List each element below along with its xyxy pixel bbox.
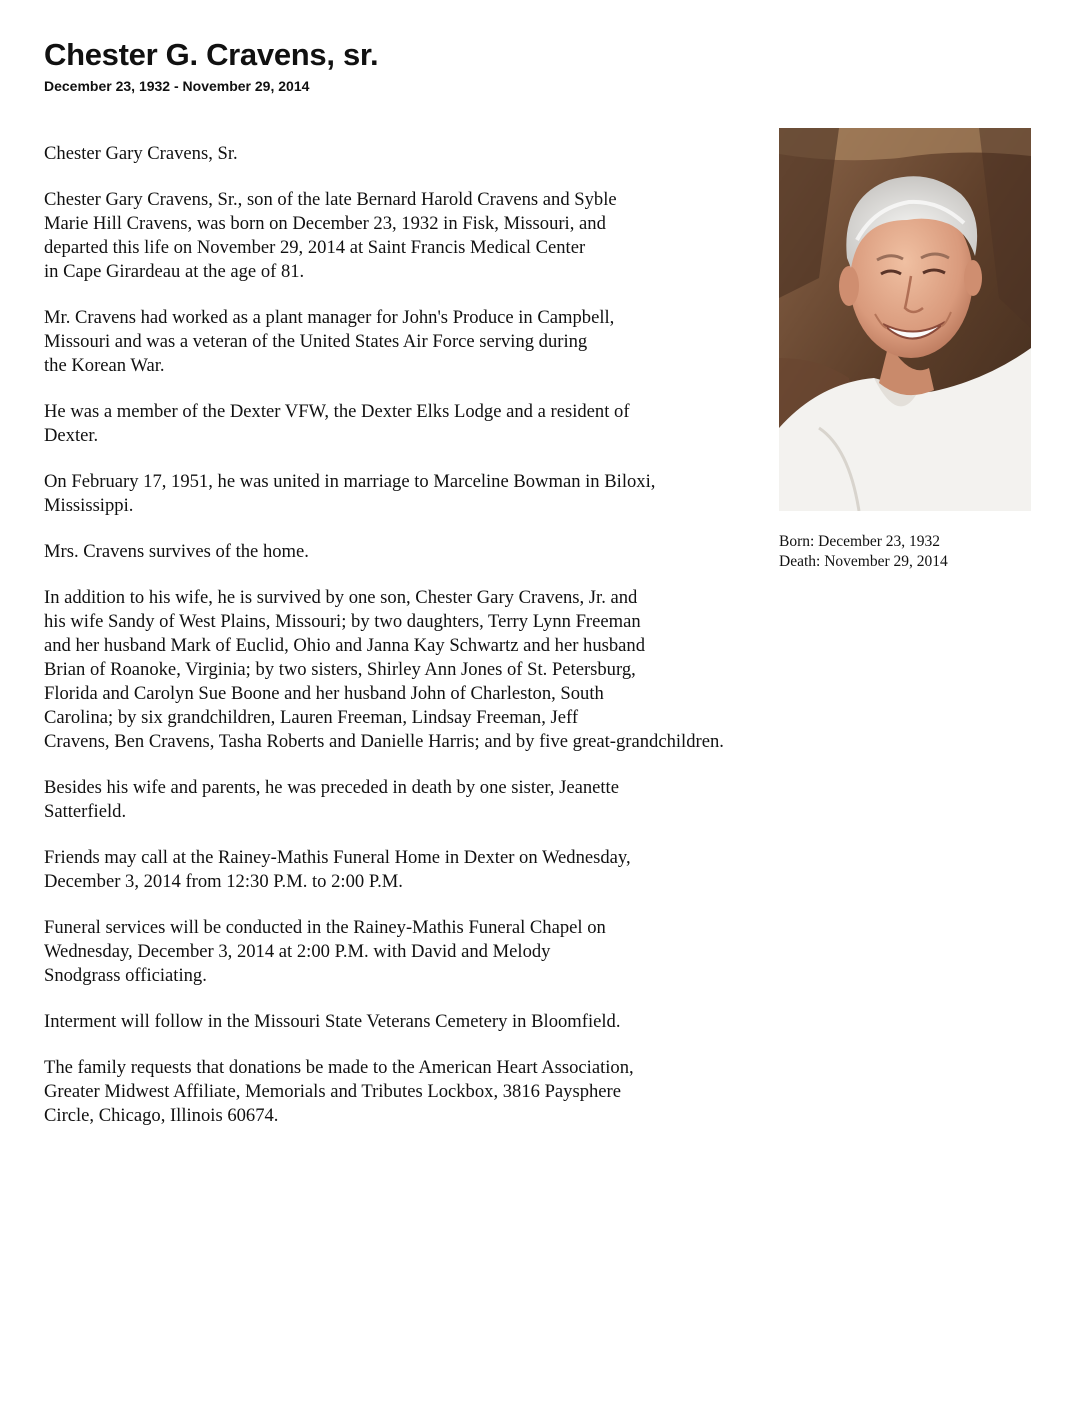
text-line: departed this life on November 29, 2014 at Saint Francis Medical Center <box>44 237 586 258</box>
born-date: Born: December 23, 1932 <box>779 533 940 550</box>
text-line: December 3, 2014 from 12:30 P.M. to 2:00 P.M. <box>44 871 403 892</box>
text-line: the Korean War. <box>44 355 165 376</box>
text-line: Interment will follow in the Missouri State Veterans Cemetery in Bloomfield. <box>44 1011 621 1032</box>
text-line: Brian of Roanoke, Virginia; by two sisters, Shirley Ann Jones of St. Petersburg, <box>44 659 636 680</box>
text-line: Friends may call at the Rainey-Mathis Funeral Home in Dexter on Wednesday, <box>44 847 631 868</box>
text-line: Mr. Cravens had worked as a plant manager for John's Produce in Campbell, <box>44 307 615 328</box>
text-line: Satterfield. <box>44 801 127 822</box>
text-line: Dexter. <box>44 425 99 446</box>
text-line: In addition to his wife, he is survived by one son, Chester Gary Cravens, Jr. and <box>44 587 638 608</box>
text-line: Chester Gary Cravens, Sr. <box>44 143 238 164</box>
paragraph <box>44 400 834 448</box>
text-line: Missouri and was a veteran of the United States Air Force serving during <box>44 331 588 352</box>
text-line: Chester Gary Cravens, Sr., son of the late Bernard Harold Cravens and Syble <box>44 189 617 210</box>
portrait-icon <box>779 128 1031 511</box>
text-line: Funeral services will be conducted in the Rainey-Mathis Funeral Chapel on <box>44 917 606 938</box>
text-line: and her husband Mark of Euclid, Ohio and Janna Kay Schwartz and her husband <box>44 635 646 656</box>
death-date: Death: November 29, 2014 <box>779 553 948 570</box>
paragraph <box>44 306 834 378</box>
text-line: Wednesday, December 3, 2014 at 2:00 P.M. with David and Melody <box>44 941 551 962</box>
text-line: Cravens, Ben Cravens, Tasha Roberts and Danielle Harris; and by five great-grandchildren. <box>44 731 724 752</box>
paragraph <box>44 586 834 754</box>
paragraph <box>44 846 834 894</box>
text-line: The family requests that donations be made to the American Heart Association, <box>44 1057 634 1078</box>
obituary-body <box>44 142 834 1150</box>
text-line: Greater Midwest Affiliate, Memorials and Tributes Lockbox, 3816 Paysphere <box>44 1081 621 1102</box>
paragraph <box>44 916 834 988</box>
text-line: Marie Hill Cravens, was born on December 23, 1932 in Fisk, Missouri, and <box>44 213 606 234</box>
text-line: Snodgrass officiating. <box>44 965 207 986</box>
paragraph <box>44 1010 834 1034</box>
paragraph <box>44 776 834 824</box>
life-dates: December 23, 1932 - November 29, 2014 <box>44 78 310 94</box>
text-line: Mrs. Cravens survives of the home. <box>44 541 309 562</box>
text-line: Florida and Carolyn Sue Boone and her husband John of Charleston, South <box>44 683 604 704</box>
text-line: Besides his wife and parents, he was preceded in death by one sister, Jeanette <box>44 777 619 798</box>
text-line: Mississippi. <box>44 495 134 516</box>
paragraph <box>44 142 834 166</box>
text-line: in Cape Girardeau at the age of 81. <box>44 261 305 282</box>
text-line: Circle, Chicago, Illinois 60674. <box>44 1105 279 1126</box>
photo-caption <box>779 532 948 572</box>
text-line: Carolina; by six grandchildren, Lauren Freeman, Lindsay Freeman, Jeff <box>44 707 579 728</box>
paragraph <box>44 1056 834 1128</box>
portrait-photo <box>779 128 1031 511</box>
text-line: his wife Sandy of West Plains, Missouri; by two daughters, Terry Lynn Freeman <box>44 611 641 632</box>
text-line: On February 17, 1951, he was united in marriage to Marceline Bowman in Biloxi, <box>44 471 656 492</box>
paragraph <box>44 470 834 518</box>
paragraph <box>44 188 834 284</box>
text-line: He was a member of the Dexter VFW, the Dexter Elks Lodge and a resident of <box>44 401 630 422</box>
page-title: Chester G. Cravens, sr. <box>44 37 379 72</box>
paragraph <box>44 540 834 564</box>
